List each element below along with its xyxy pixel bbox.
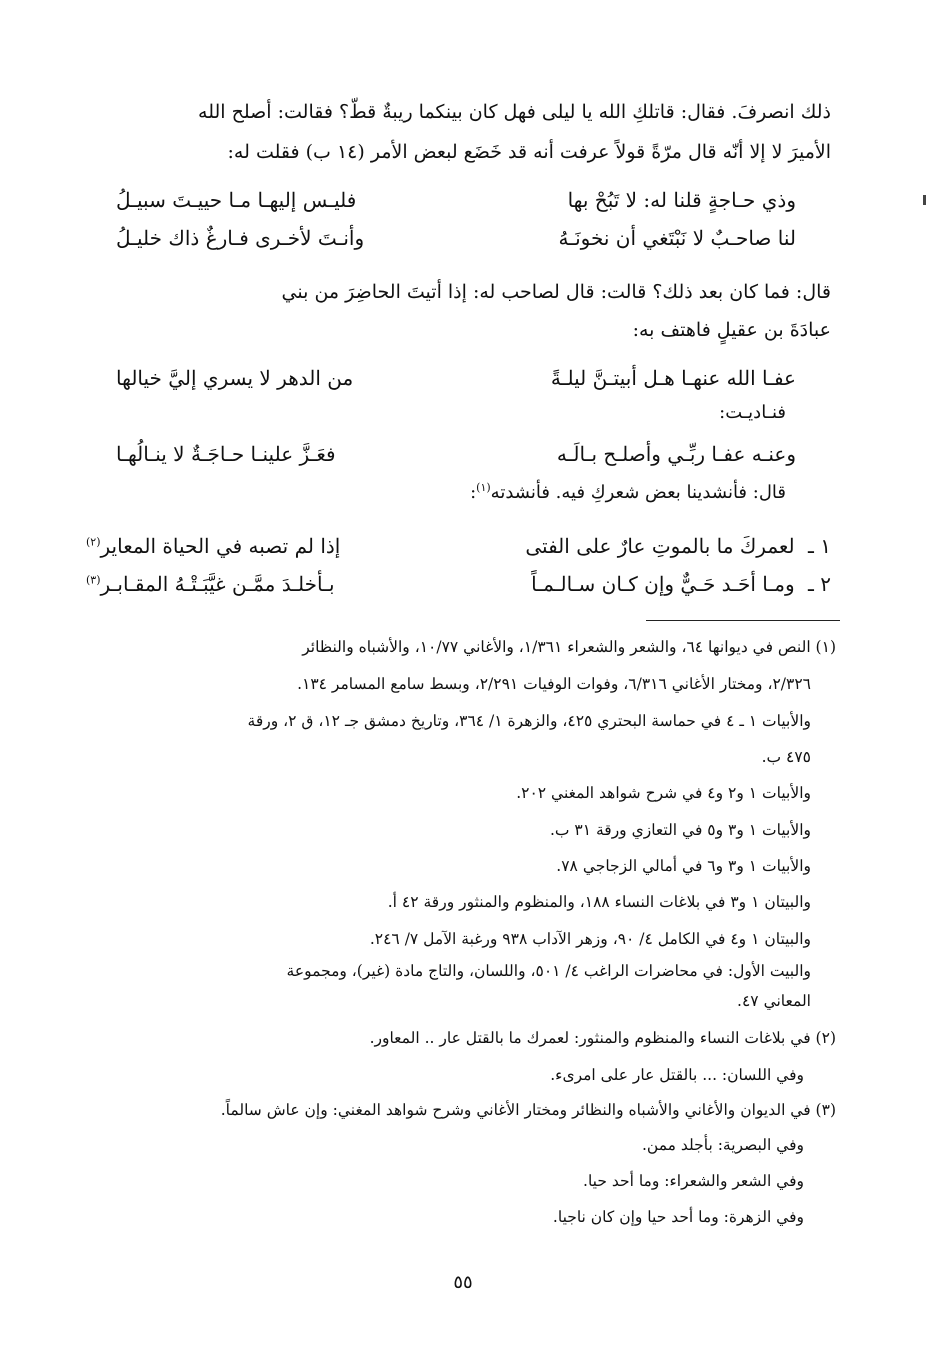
footnote-1-line: ٤٧٥ ب. <box>761 748 811 766</box>
verse-text: إذا لم تصبه في الحياة المعاير <box>100 534 341 558</box>
footnote-1-line: (١) النص في ديوانها ٦٤، والشعر والشعراء ١/٣٦١، والأغاني ١٠/٧٧، والأشباه والنظائر <box>302 638 836 656</box>
verse-hemistich-second: فعَـزَّ علينـا حـاجَـةٌ لا ينـالُهـا <box>116 442 336 466</box>
footnote-1-line: والبيتان ١ و٣ في بلاغات النساء ١٨٨، والمنظوم والمنثور ورقة ٤٢ أ. <box>387 893 811 911</box>
verse-number: ١ ـ <box>808 534 831 558</box>
verse-hemistich-first <box>531 566 831 602</box>
verse-hemistich-first: وعنـه عفـا ربِّـي وأصلـح بـالَـه <box>556 442 796 466</box>
prose-line-4: عبادَةَ بن عقيلٍ فاهتف به: <box>632 319 831 341</box>
footnote-1-line: والبيت الأول: في محاضرات الراغب ٤/ ٥٠١، واللسان، والتاج مادة (غير)، ومجموعة <box>286 962 811 980</box>
footnote-3-line: وفي الزهرة: وما أحد حيا وإن كان ناجيا. <box>552 1208 804 1226</box>
verse-number: ٢ ـ <box>808 572 831 596</box>
verse-hemistich-first: عفـا الله عنهـا هـل أبيتـنَّ ليلـةً <box>550 366 796 390</box>
footnote-1-line: المعاني ٤٧. <box>737 992 811 1010</box>
footnote-ref: (٢) <box>86 535 101 549</box>
footnote-1-line: والبيتان ١ و٤ في الكامل ٤/ ٩٠، وزهر الآداب ٩٣٨ ورغبة الآمل ٧/ ٢٤٦. <box>369 930 811 948</box>
footnote-3-line: وفي البصرية: بأجلد ممن. <box>641 1136 804 1154</box>
verse-text: ومـا أحَـد حَـيٌّ وإن كـان سـالـمـاً <box>531 572 795 596</box>
footnote-1-line: والأبيات ١ ـ ٤ في حماسة البحتري ٤٢٥، والزهرة ١/ ٣٦٤، وتاريخ دمشق جـ ١٢، ق ٢، ورقة <box>247 712 811 730</box>
verse-hemistich-second: من الدهر لا يسري إليَّ خيالها <box>116 366 354 390</box>
verse-hemistich-second <box>86 528 340 564</box>
footnote-1-line: والأبيات ١ و٣ و٦ في أمالي الزجاجي ٧٨. <box>556 857 811 875</box>
footnote-2-line: وفي اللسان: ... بالقتل عار على امرىء. <box>550 1066 804 1084</box>
verse-text: لعمركَ ما بالموتِ عارٌ على الفتى <box>525 534 795 558</box>
footnote-ref: (١) <box>476 481 491 494</box>
verse-hemistich-first: لنا صاحـبٌ لا نَبْتَغي أن نخونَـهُ <box>558 226 796 250</box>
prose-colon: : <box>470 482 477 503</box>
page-number: ٥٥ <box>453 1272 473 1293</box>
footnote-1-line: ٢/٣٢٦، ومختار الأغاني ٦/٣١٦، وفوات الوفيات ٢/٢٩١، وبسط سامع المسامر ١٣٤. <box>297 675 811 693</box>
prose-text: قال: فأنشدينا بعض شعركِ فيه. فأنشدته <box>490 482 786 503</box>
footnote-separator <box>646 620 840 621</box>
footnote-3-line: وفي الشعر والشعراء: وما أحد حيا. <box>583 1172 804 1190</box>
verse-interjection: فنـاديـت: <box>719 402 786 423</box>
prose-line-2: الأميرَ لا إلا أنّه قال مرّةً قولاً عرفت أنه قد خَضَع لبعض الأمر (١٤ ب) فقلت له: <box>227 141 831 163</box>
verse-hemistich-second <box>86 566 335 602</box>
verse-hemistich-first <box>525 528 831 564</box>
verse-hemistich-second: فليـس إليهـا مـا حييـتَ سبيـلُ <box>116 188 357 212</box>
footnote-2-line: (٢) في بلاغات النساء والمنظوم والمنثور: لعمرك ما بالقتل عار .. المعاور. <box>369 1029 836 1047</box>
prose-line-3: قال: فما كان بعد ذلك؟ قالت: قال لصاحب له: إذا أتيتَ الحاضِرَ من بني <box>281 281 831 303</box>
prose-line-1: ذلك انصرفَ. فقال: قاتلكِ الله يا ليلى فهل كان بينكما ريبةٌ قطّ؟ فقالت: أصلح الله <box>198 101 831 123</box>
footnote-1-line: والأبيات ١ و٢ و٤ في شرح شواهد المغني ٢٠٢. <box>516 784 811 802</box>
verse-hemistich-second: وأنـتَ لأخـرى فـارغٌ ذاك خليـلُ <box>116 226 365 250</box>
verse-text: بـأخلـدَ ممَّـن غيَّبَـتْـهُ المقـابـر <box>100 572 335 596</box>
footnote-ref: (٣) <box>86 573 101 587</box>
footnote-1-line: والأبيات ١ و٣ و٥ في التعازي ورقة ٣١ ب. <box>549 821 811 839</box>
verse-hemistich-first: وذي حـاجةٍ قلنا له: لا تَبُحْ بها <box>567 188 796 212</box>
footnote-3-line: (٣) في الديوان والأغاني والأشباه والنظائر ومختار الأغاني وشرح شواهد المغني: وإن عاش سالماً. <box>220 1101 836 1119</box>
prose-line-5 <box>470 478 786 508</box>
